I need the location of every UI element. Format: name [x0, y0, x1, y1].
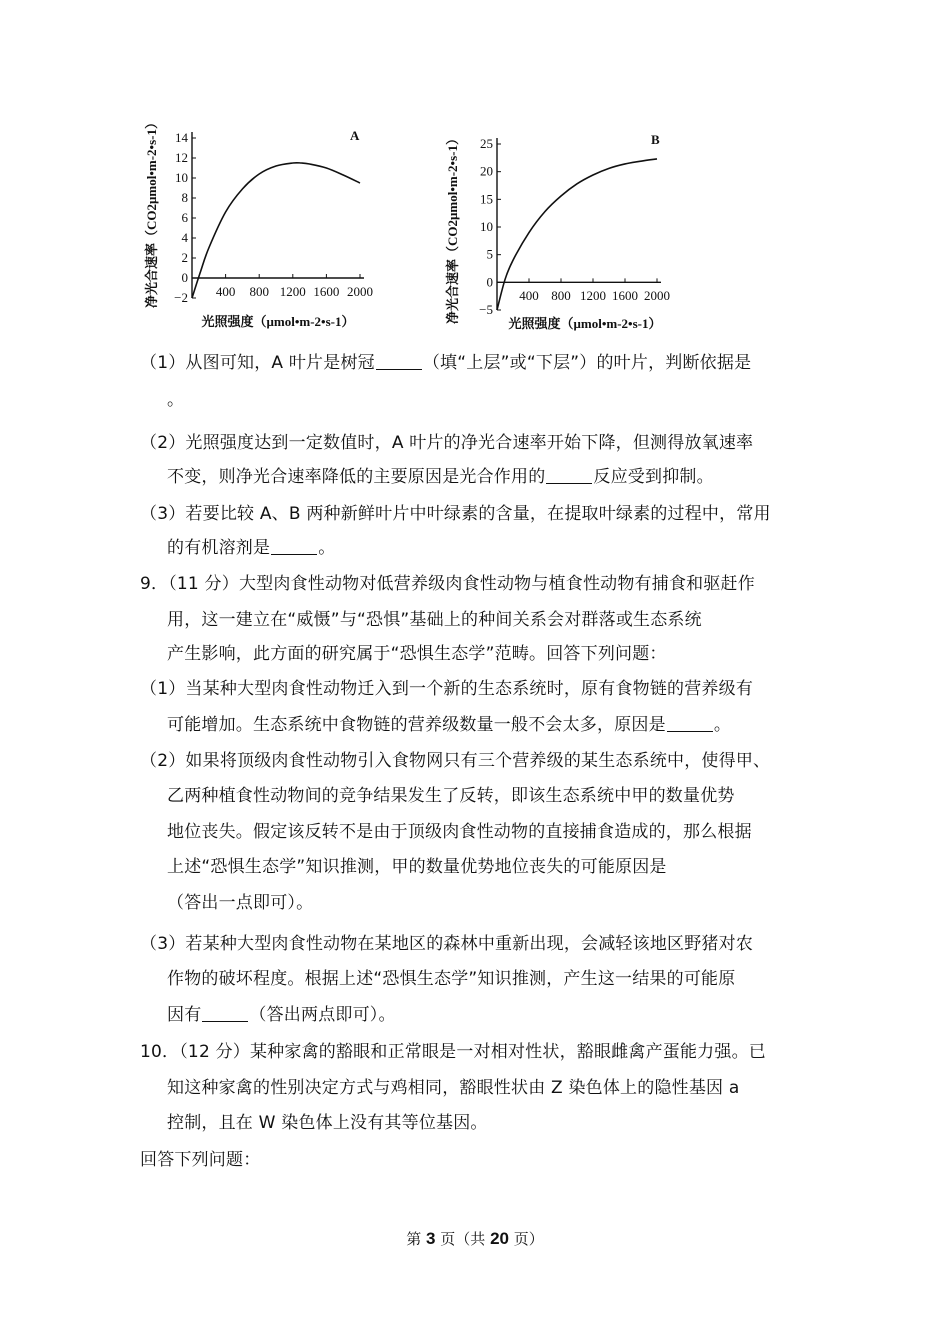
text-line — [140, 1041, 766, 1063]
text-segment: 的有机溶剂是 — [167, 538, 271, 558]
text-line — [167, 968, 735, 990]
page-footer — [0, 1228, 950, 1249]
footer-total-pages: 20 — [490, 1229, 509, 1248]
text-line — [167, 389, 184, 411]
x-tick-label: 1600 — [612, 288, 638, 303]
text-line — [167, 609, 702, 631]
y-tick-label: 6 — [181, 210, 188, 225]
text-line — [167, 1004, 396, 1026]
text-segment: （填“上层”或“下层”）的叶片，判断依据是 — [422, 353, 752, 373]
footer-mid: 页（共 — [440, 1230, 486, 1248]
y-tick-label: 10 — [175, 170, 188, 185]
text-segment: 。 — [167, 390, 185, 410]
chart-title: A — [350, 128, 360, 143]
text-line — [140, 678, 753, 700]
x-tick-label: 1200 — [279, 284, 306, 299]
text-line — [140, 503, 771, 525]
y-axis-label: 净光合速率（CO2μmol•m-2•s-1） — [445, 132, 460, 324]
x-tick-label: 1600 — [313, 284, 340, 299]
footer-suffix: 页） — [513, 1230, 544, 1248]
text-line — [167, 821, 752, 843]
footer-page-number: 3 — [426, 1229, 436, 1248]
text-segment: 。 — [713, 715, 732, 735]
text-line — [167, 856, 667, 878]
y-tick-label: −2 — [174, 290, 188, 305]
text-segment: 控制，且在 W 染色体上没有其等位基因。 — [167, 1113, 488, 1133]
y-tick-label: −5 — [479, 302, 493, 317]
x-tick-label: 2000 — [644, 288, 670, 303]
x-axis-label: 光照强度（μmol•m-2•s-1） — [201, 314, 355, 329]
text-segment: （3）若某种大型肉食性动物在某地区的森林中重新出现，会减轻该地区野猪对农 — [140, 934, 754, 954]
text-line — [167, 714, 731, 736]
text-line — [167, 1112, 488, 1134]
chart-a — [120, 116, 400, 350]
text-segment: 知这种家禽的性别决定方式与鸡相同，豁眼性状由 Z 染色体上的隐性基因 a — [167, 1078, 740, 1098]
text-segment: （答出两点即可）。 — [249, 1005, 396, 1025]
text-segment: 地位丧失。假定该反转不是由于顶级肉食性动物的直接捕食造成的，那么根据 — [167, 822, 752, 842]
text-line — [167, 785, 735, 807]
x-tick-label: 800 — [551, 288, 571, 303]
answer-blank — [376, 353, 422, 370]
x-tick-label: 1200 — [580, 288, 606, 303]
text-line — [167, 466, 714, 488]
text-segment: 。 — [318, 538, 336, 558]
line-chart — [120, 116, 400, 350]
text-line — [167, 537, 335, 559]
y-tick-label: 5 — [486, 246, 493, 262]
answer-blank — [546, 467, 592, 484]
figure-charts — [120, 116, 700, 350]
text-line — [167, 892, 313, 914]
text-segment: 上述“恐惧生态学”知识推测，甲的数量优势地位丧失的可能原因是 — [167, 857, 667, 877]
y-tick-label: 12 — [175, 150, 188, 165]
text-line — [140, 573, 755, 595]
y-tick-label: 15 — [480, 191, 493, 207]
line-chart — [425, 120, 705, 350]
text-line — [167, 643, 667, 665]
y-tick-label: 4 — [181, 230, 188, 245]
text-segment: 因有 — [167, 1005, 202, 1025]
answer-blank — [667, 715, 713, 732]
footer-prefix: 第 — [406, 1230, 422, 1248]
text-segment: 可能增加。生态系统中食物链的营养级数量一般不会太多，原因是 — [167, 715, 666, 735]
text-segment: 产生影响，此方面的研究属于“恐惧生态学”范畴。回答下列问题： — [167, 644, 667, 664]
text-segment: （3）若要比较 A、B 两种新鲜叶片中叶绿素的含量，在提取叶绿素的过程中，常用 — [140, 504, 771, 524]
y-tick-label: 25 — [480, 136, 493, 151]
x-tick-label: 400 — [215, 284, 236, 299]
text-segment: 10．（12 分）某种家禽的豁眼和正常眼是一对相对性状，豁眼雌禽产蛋能力强。已 — [140, 1042, 766, 1062]
x-tick-label: 2000 — [347, 284, 373, 299]
text-segment: 反应受到抑制。 — [593, 467, 714, 487]
text-segment: 9．（11 分）大型肉食性动物对低营养级肉食性动物与植食性动物有捕食和驱赶作 — [140, 574, 755, 594]
y-tick-label: 0 — [486, 274, 493, 290]
text-segment: （1）从图可知，A 叶片是树冠 — [140, 353, 375, 373]
answer-blank — [271, 538, 317, 555]
text-line — [140, 750, 770, 772]
text-segment: （答出一点即可）。 — [167, 893, 314, 913]
x-tick-label: 800 — [249, 284, 269, 299]
text-line — [140, 1149, 260, 1171]
text-segment: 不变，则净光合速率降低的主要原因是光合作用的 — [167, 467, 546, 487]
text-line — [140, 352, 751, 374]
x-tick-label: 400 — [519, 288, 539, 303]
text-segment: 用，这一建立在“威慑”与“恐惧”基础上的种间关系会对群落或生态系统 — [167, 610, 702, 630]
chart-b — [425, 120, 705, 350]
y-tick-label: 20 — [480, 163, 493, 179]
y-tick-label: 8 — [181, 190, 188, 205]
text-segment: 作物的破坏程度。根据上述“恐惧生态学”知识推测，产生这一结果的可能原 — [167, 969, 736, 989]
y-tick-label: 0 — [181, 270, 188, 285]
text-segment: （2）光照强度达到一定数值时，A 叶片的净光合速率开始下降，但测得放氧速率 — [140, 433, 754, 453]
text-line — [140, 933, 753, 955]
text-segment: （1）当某种大型肉食性动物迁入到一个新的生态系统时，原有食物链的营养级有 — [140, 679, 754, 699]
text-segment: （2）如果将顶级肉食性动物引入食物网只有三个营养级的某生态系统中，使得甲、 — [140, 751, 771, 771]
text-line — [167, 1077, 739, 1099]
answer-blank — [202, 1005, 248, 1022]
text-segment: 乙两种植食性动物间的竞争结果发生了反转，即该生态系统中甲的数量优势 — [167, 786, 735, 806]
y-axis-label: 净光合速率（CO2μmol•m-2•s-1） — [144, 116, 159, 308]
text-segment: 回答下列问题： — [140, 1150, 261, 1170]
y-tick-label: 14 — [175, 130, 188, 145]
chart-title: B — [651, 132, 660, 147]
y-tick-label: 2 — [181, 250, 188, 265]
x-axis-label: 光照强度（μmol•m-2•s-1） — [508, 316, 662, 331]
text-line — [140, 432, 753, 454]
y-tick-label: 10 — [480, 219, 493, 234]
